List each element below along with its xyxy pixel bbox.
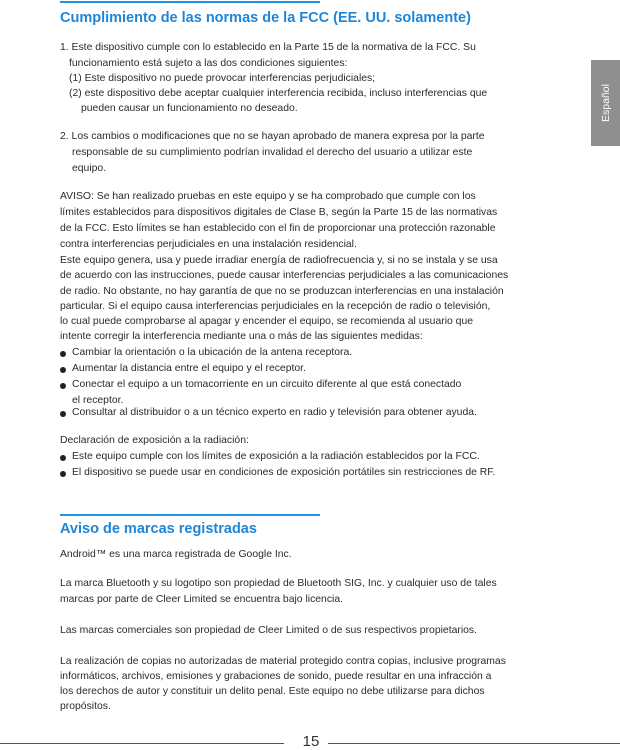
fcc-line: Declaración de exposición a la radiación: — [60, 435, 249, 446]
fcc-line: Cambiar la orientación o la ubicación de la antena receptora. — [72, 347, 353, 358]
fcc-line: Este equipo genera, usa y puede irradiar energía de radiofrecuencia y, si no se instala y se usa — [60, 255, 498, 266]
section-accent-rule — [60, 514, 320, 516]
fcc-line: Aumentar la distancia entre el equipo y el receptor. — [72, 363, 306, 374]
fcc-line: Consultar al distribuidor o a un técnico experto en radio y televisión para obtener ayuda. — [72, 407, 477, 418]
bullet-icon — [60, 455, 66, 461]
trademark-line: La realización de copias no autorizadas de material protegido contra copias, inclusive programas — [60, 656, 506, 667]
bullet-icon — [60, 383, 66, 389]
language-tab[interactable] — [591, 60, 620, 146]
language-tab-label: Español — [599, 84, 612, 122]
fcc-line: Conectar el equipo a un tomacorriente en un circuito diferente al que está conectado — [72, 379, 462, 390]
trademark-line: Las marcas comerciales son propiedad de Cleer Limited o de sus respectivos propietarios. — [60, 625, 477, 636]
fcc-line: (1) Este dispositivo no puede provocar interferencias perjudiciales; — [69, 73, 376, 84]
fcc-line: contra interferencias perjudiciales en una instalación residencial. — [60, 239, 357, 250]
fcc-line: el receptor. — [72, 395, 124, 406]
fcc-title: Cumplimiento de las normas de la FCC (EE. UU. solamente) — [60, 10, 471, 26]
trademark-line: La marca Bluetooth y su logotipo son propiedad de Bluetooth SIG, Inc. y cualquier uso de tales — [60, 578, 497, 589]
fcc-line: 2. Los cambios o modificaciones que no se hayan aprobado de manera expresa por la parte — [60, 131, 485, 142]
fcc-line: Este equipo cumple con los límites de exposición a la radiación establecidos por la FCC. — [72, 451, 480, 462]
fcc-line: pueden causar un funcionamiento no deseado. — [81, 103, 298, 114]
fcc-line: funcionamiento está sujeto a las dos condiciones siguientes: — [69, 58, 348, 69]
fcc-line: lo cual puede comprobarse al apagar y encender el equipo, se recomienda al usuario que — [60, 316, 474, 327]
bullet-icon — [60, 351, 66, 357]
fcc-line: responsable de su cumplimiento podrían invalidad el derecho del usuario a utilizar este — [72, 147, 473, 158]
trademark-line: marcas por parte de Cleer Limited se encuentra bajo licencia. — [60, 594, 344, 605]
footer-rule-right — [328, 743, 620, 744]
fcc-line: de radio. No obstante, no hay garantía de que no se produzcan interferencias en una instalación — [60, 286, 504, 297]
trademark-line: Android™ es una marca registrada de Google Inc. — [60, 549, 292, 560]
fcc-line: de la FCC. Esto límites se han establecido con el fin de proporcionar una protección razonable — [60, 223, 496, 234]
trademark-line: informáticos, archivos, emisiones y grabaciones de sonido, puede resultar en una infracción a — [60, 671, 492, 682]
trademarks-title: Aviso de marcas registradas — [60, 521, 257, 537]
fcc-line: intente corregir la interferencia mediante una o más de las siguientes medidas: — [60, 331, 423, 342]
fcc-line: El dispositivo se puede usar en condiciones de exposición portátiles sin restricciones de RF. — [72, 467, 496, 478]
fcc-line: 1. Este dispositivo cumple con lo establecido en la Parte 15 de la normativa de la FCC. Su — [60, 42, 476, 53]
fcc-line: AVISO: Se han realizado pruebas en este equipo y se ha comprobado que cumple con los — [60, 191, 476, 202]
fcc-line: particular. Si el equipo causa interferencias perjudiciales en la recepción de radio o televisión, — [60, 301, 491, 312]
top-accent-rule — [60, 1, 320, 3]
fcc-line: (2) este dispositivo debe aceptar cualquier interferencia recibida, incluso interferencias que — [69, 88, 488, 99]
page-number: 15 — [302, 733, 320, 750]
fcc-line: de acuerdo con las instrucciones, puede causar interferencias perjudiciales a las comunicaciones — [60, 270, 509, 281]
footer-rule-left — [0, 743, 284, 744]
fcc-line: equipo. — [72, 163, 107, 174]
bullet-icon — [60, 471, 66, 477]
bullet-icon — [60, 411, 66, 417]
fcc-line: límites establecidos para dispositivos digitales de Clase B, según la Parte 15 de las normativas — [60, 207, 498, 218]
trademark-line: propósitos. — [60, 701, 111, 712]
trademark-line: los derechos de autor y constituir un delito penal. Este equipo no debe utilizarse para dichos — [60, 686, 485, 697]
bullet-icon — [60, 367, 66, 373]
